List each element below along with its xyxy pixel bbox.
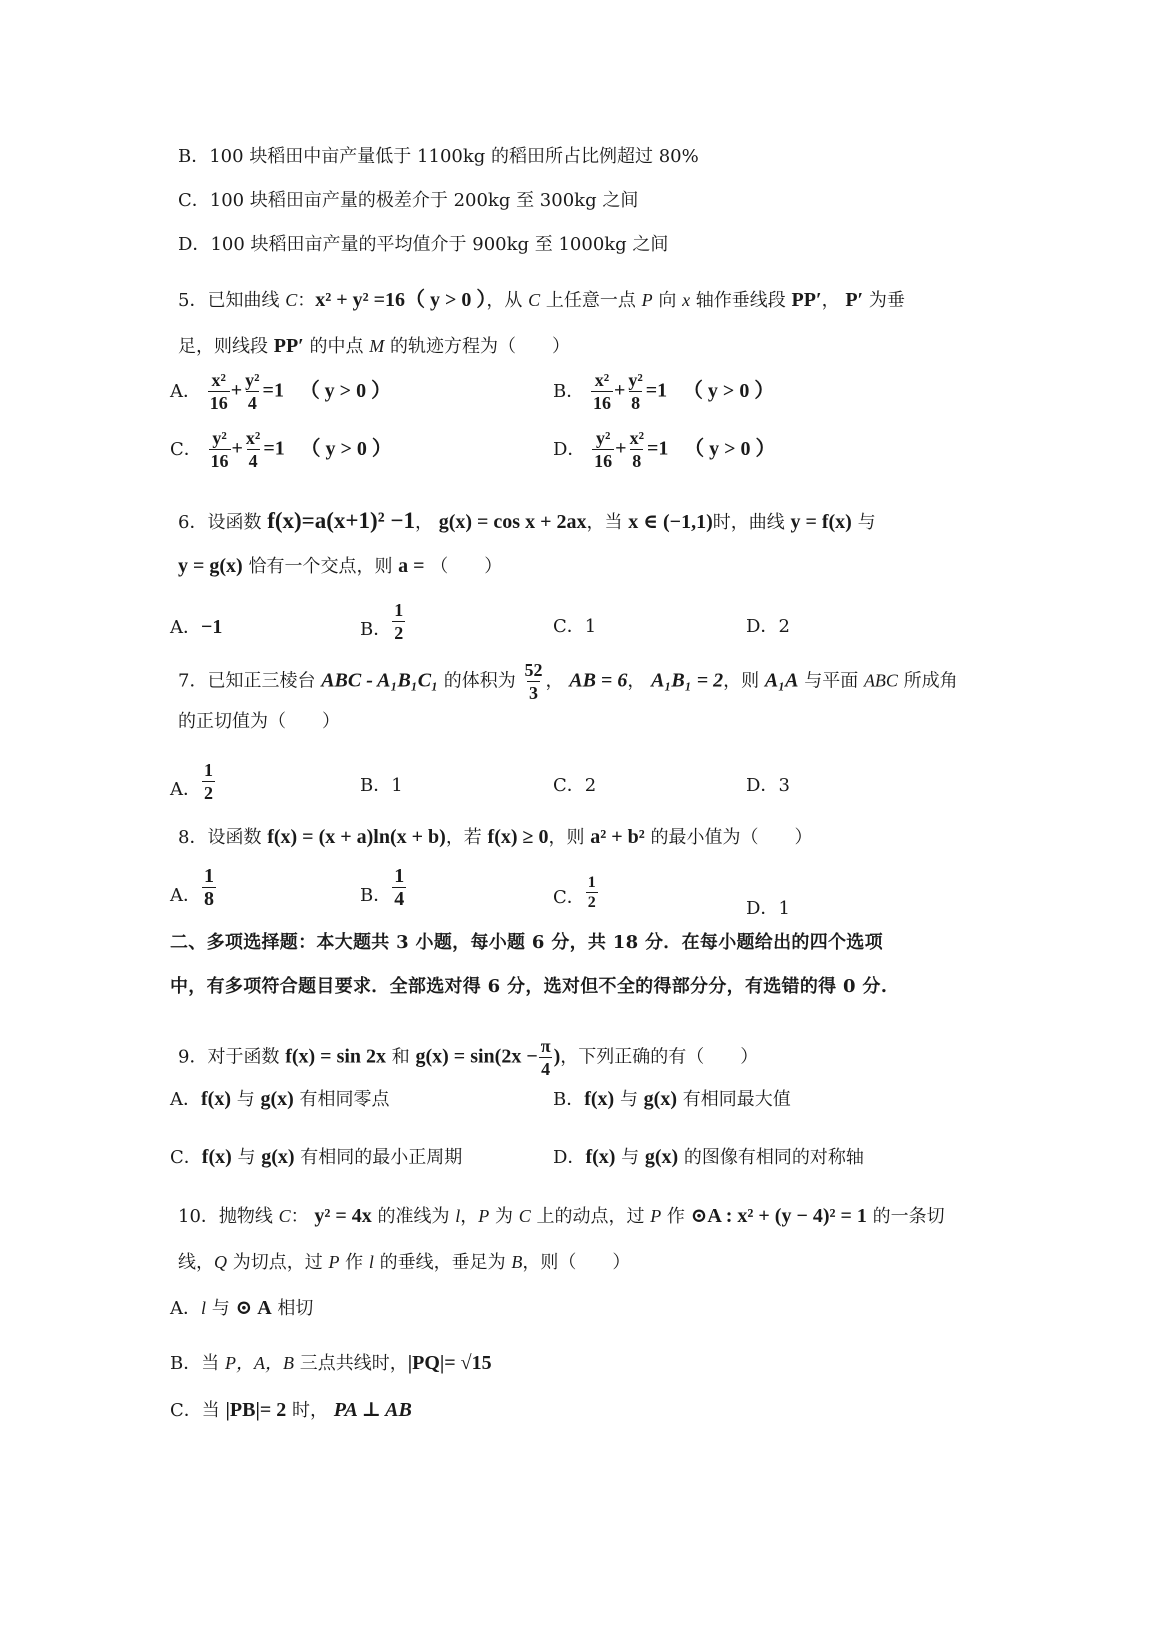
stem-text: ，从 [486,290,529,311]
numerator: x² [245,428,261,448]
stem-text: 为垂 [863,290,905,311]
question-number: 6． [178,512,208,533]
q5-option-a [170,370,391,413]
option-text: 与 [230,1089,261,1110]
stem-text: ， [627,670,652,692]
q10-stem-line2 [178,1249,630,1276]
numerator: 1 [587,874,596,891]
curve-y-f: y = f(x) [790,511,852,533]
option-label: A． [170,779,201,800]
q4-option-c [178,188,638,214]
q8-stem [178,824,813,851]
option-value: 1 [391,775,403,796]
q7-stem-line1 [178,660,958,703]
stem-text: 与平面 [798,670,864,692]
numerator: π [540,1036,551,1056]
q8-option-a [170,866,217,909]
numerator: 1 [394,600,404,620]
edge-ab: AB = 6 [569,669,628,692]
q6-option-c [553,614,596,640]
fraction [202,760,215,803]
stem-text: 已知正三棱台 [207,670,322,692]
q6-stem-line1 [178,508,876,536]
expression: |PQ|= √15 [407,1352,492,1374]
numerator: y² [212,428,227,448]
operator: + [231,437,243,460]
stem-text: 作 [339,1252,369,1273]
curve-name: C [518,1206,531,1226]
q6-stem-line2 [178,553,502,580]
option-text: 与 [614,1089,644,1110]
point-p: P [478,1206,490,1226]
q7-option-b [360,773,403,799]
point-p-prime: P′ [845,289,864,311]
q10-option-b [170,1350,492,1377]
stem-text: 时，曲线 [712,512,791,533]
q10-stem-line1 [178,1203,945,1230]
option-value: 1 [778,898,790,919]
numerator: 1 [394,865,405,887]
stem-text: 和 [386,1046,416,1068]
function-f: f(x) [201,1146,232,1168]
curve-name: C [278,1206,291,1226]
numerator: 52 [524,660,543,680]
option-label: B． [360,775,392,796]
fraction [208,370,230,413]
denominator: 3 [529,683,539,703]
stem-text: ， [414,512,439,533]
equals-one: =1 [645,379,668,402]
denominator: 16 [592,393,611,413]
q9-option-c [170,1144,462,1171]
directrix-l: l [201,1298,207,1318]
stem-text: 作 [661,1206,691,1227]
option-text: 与 [231,1147,262,1168]
fraction [202,866,216,909]
q8-option-c [553,874,599,911]
plane-abc: ABC [863,670,898,691]
option-text: 有相同的最小正周期 [294,1147,463,1168]
q7-option-a [170,760,216,803]
operator: + [613,379,626,402]
q4-option-b [178,144,699,170]
option-label: B． [553,1089,585,1110]
numerator: x² [629,428,644,448]
q5-stem-line1 [178,287,905,314]
stem-text: 的垂线，垂足为 [373,1252,512,1273]
option-label: B． [553,380,585,402]
expression: a² + b² [590,826,645,848]
q9-option-d [553,1144,864,1171]
denominator: 16 [209,393,228,413]
points-pab: P，A，B [224,1353,294,1373]
condition: （ y > 0 ） [300,437,392,460]
circle-a: ⊙ A [235,1297,272,1319]
q9-option-b [553,1086,791,1113]
option-text: 三点共线时， [293,1353,408,1374]
stem-text: ， [545,670,570,692]
point-p: P [641,290,653,310]
point-b: B [511,1252,523,1272]
stem-text: 设函数 [207,827,268,848]
stem-text: ： [297,290,316,311]
numerator: y² [245,370,260,390]
option-label: A． [170,885,201,906]
numerator: y² [595,428,611,448]
stem-text: 设函数 [207,512,268,533]
function-g: g(x) [643,1088,677,1110]
option-label: D． [746,616,779,637]
question-number: 9． [178,1046,208,1068]
option-text: 有相同零点 [293,1089,390,1110]
function-f: f(x) = sin 2x [285,1045,387,1068]
question-number: 10． [178,1206,219,1227]
option-text: 当 [201,1353,225,1374]
option-value: −1 [201,616,223,638]
function-f: f(x) = (x + a)ln(x + b) [267,826,446,848]
q7-option-d [746,773,790,799]
option-label: B． [360,885,392,906]
section2-heading-line2: 中，有多项符合题目要求．全部选对得 6 分，选对但不全的得部分分，有选错的得 0 分. [170,976,888,997]
circle-equation: ⊙A : x² + (y − 4)² = 1 [690,1205,867,1227]
option-label: A． [170,380,201,402]
stem-text: ： [290,1206,315,1227]
function-f: f(x) [584,1088,615,1110]
option-label: B． [178,146,210,167]
stem-text: 与 [851,512,876,533]
q9-option-a [170,1086,390,1113]
stem-text: 上任意一点 [540,290,642,311]
operator: + [230,379,243,402]
stem-text: 的体积为 [438,670,522,692]
q7-stem-line2 [178,709,340,735]
function-g: g(x) [261,1146,295,1168]
stem-text: ， [821,290,846,311]
option-label: D． [178,234,211,255]
option-label: D． [746,898,779,919]
stem-text: ，则 [548,827,591,848]
curve-name: C [528,290,541,310]
stem-text: 对于函数 [207,1046,286,1068]
option-label: A． [170,617,201,638]
condition: （ y > 0 ） [299,379,392,402]
equals-one: =1 [646,437,669,460]
option-label: A． [170,1298,201,1319]
numerator: x² [211,370,226,390]
fraction [626,370,644,413]
numerator: 1 [204,760,213,780]
denominator: 16 [594,451,613,471]
point-q: Q [214,1252,227,1272]
stem-text: 抛物线 [218,1206,279,1227]
expression: PA ⊥ AB [333,1399,412,1421]
option-label: B． [360,619,392,640]
frustum-name: ABC - A₁B₁C₁ [321,669,439,692]
stem-text: 的一条切 [866,1206,945,1227]
option-text: 时， [286,1400,334,1421]
stem-text: 轴作垂线段 [690,290,792,311]
option-label: C． [553,616,585,637]
denominator: 2 [394,623,404,643]
numerator: x² [594,370,610,390]
option-text: 100 块稻田中亩产量低于 1100kg 的稻田所占比例超过 80% [209,146,699,167]
question-number: 7． [178,670,208,692]
parabola-equation: y² = 4x [314,1205,372,1227]
q9-stem [178,1036,758,1079]
stem-text: 的轨迹方程为（ ） [384,336,570,357]
edge-a1a: A₁A [764,669,799,692]
stem-text: ，则（ ） [522,1252,631,1273]
fraction [586,874,598,911]
option-label: C． [170,1147,202,1168]
operator: + [615,437,627,460]
segment-pp: PP′ [273,335,304,357]
q5-option-c [170,428,392,471]
q6-option-a [170,614,222,641]
point-p: P [328,1252,340,1272]
equals-one: =1 [263,437,285,460]
stem-text: 线， [178,1252,214,1273]
section2-heading-line1: 二、多项选择题：本大题共 3 小题，每小题 6 分，共 18 分．在每小题给出的四个选项 [170,932,883,953]
stem-text: 已知曲线 [207,290,286,311]
q5-stem-line2 [178,333,570,360]
domain-interval: x ∈ (−1,1) [628,511,713,533]
denominator: 4 [248,451,258,471]
option-label: C． [553,887,585,908]
option-text: 的图像有相同的对称轴 [678,1147,864,1168]
q6-option-d [746,614,790,640]
stem-text: ，下列正确的有（ ） [560,1046,759,1068]
stem-text: 的中点 [303,336,370,357]
q10-option-c [170,1397,412,1424]
option-text: 相切 [271,1298,314,1319]
q7-option-c [553,773,596,799]
option-value: 2 [584,775,597,796]
curve-y-g: y = g(x) [178,555,243,577]
option-label: D． [553,1147,586,1168]
option-text: 有相同最大值 [677,1089,791,1110]
option-label: C． [170,438,202,460]
option-value: 3 [778,775,790,796]
condition: |PB|= 2 [225,1399,287,1421]
option-value: 2 [778,616,790,637]
denominator: 4 [247,393,257,413]
option-text: 与 [206,1298,236,1319]
fraction [591,370,613,413]
fraction [539,1036,553,1079]
fraction [244,428,262,471]
function-f: f(x) [201,1088,231,1110]
stem-text: 上的动点，过 [530,1206,651,1227]
function-g: g(x) [644,1146,679,1168]
denominator: 8 [631,393,641,413]
fraction [392,600,405,643]
stem-text: ， [460,1206,479,1227]
curve-name: C [285,290,298,310]
option-text: 100 块稻田亩产量的平均值介于 900kg 至 1000kg 之间 [210,234,669,255]
q10-option-a [170,1295,313,1322]
stem-text: ，则 [723,670,765,692]
q5-option-d [553,428,776,471]
option-label: C． [178,190,210,211]
question-number: 5． [178,290,208,311]
q6-option-b [360,600,406,643]
directrix-l: l [368,1252,374,1272]
equals-one: =1 [262,379,284,402]
question-number: 8． [178,827,208,848]
stem-text: ，若 [445,827,488,848]
denominator: 8 [204,888,214,910]
function-g: g(x) = cos x + 2ax [438,511,587,533]
curve-condition: （ y > 0 ） [405,289,487,311]
function-f: f(x)=a(x+1)² −1 [267,508,415,533]
stem-text: 的准线为 [371,1206,456,1227]
option-label: B． [170,1353,202,1374]
option-label: C． [553,775,585,796]
option-label: C． [170,1400,202,1421]
denominator: 8 [632,451,642,471]
denominator: 4 [541,1059,551,1079]
option-label: D． [553,438,586,460]
option-text: 100 块稻田亩产量的极差介于 200kg 至 300kg 之间 [209,190,639,211]
function-g-close: ) [553,1045,561,1068]
condition: （ y > 0 ） [682,379,775,402]
stem-text: 所成角 [897,670,958,692]
fraction [243,370,261,413]
stem-text: 为 [489,1206,519,1227]
option-value: 1 [584,616,597,637]
function-g: g(x) [260,1088,294,1110]
denominator: 2 [204,783,213,803]
function-f: f(x) [585,1146,616,1168]
option-text: 当 [201,1400,226,1421]
stem-text: 足，则线段 [178,336,274,357]
stem-text: （ ） [424,556,503,577]
function-g: g(x) = sin(2x − [415,1045,538,1068]
point-m: M [369,336,385,356]
q5-option-b [553,370,774,413]
stem-text: 的正切值为（ ） [178,711,340,732]
q8-option-d [746,896,790,922]
q8-option-b [360,866,407,909]
numerator: y² [628,370,643,390]
segment-pp: PP′ [791,289,822,311]
option-label: A． [170,1089,201,1110]
stem-text: 恰有一个交点，则 [242,556,399,577]
option-label: D． [746,775,779,796]
fraction [628,428,646,471]
volume-fraction [523,660,545,703]
fraction [209,428,231,471]
fraction [392,866,406,909]
option-text: 与 [615,1147,645,1168]
q4-option-d [178,232,668,258]
stem-text: 的最小值为（ ） [644,827,813,848]
unknown-a: a = [398,555,425,577]
fraction [592,428,614,471]
denominator: 16 [210,451,229,471]
numerator: 1 [204,865,214,887]
curve-equation: x² + y² =16 [315,289,405,311]
stem-text: 为切点，过 [227,1252,329,1273]
directrix-l: l [455,1206,461,1226]
condition: （ y > 0 ） [684,437,776,460]
denominator: 4 [394,888,405,910]
point-p: P [650,1206,662,1226]
denominator: 2 [587,894,596,911]
condition: f(x) ≥ 0 [487,826,549,848]
stem-text: ，当 [586,512,629,533]
edge-a1b1: A₁B₁ = 2 [651,669,724,692]
stem-text: 向 [652,290,683,311]
axis-x: x [682,290,691,310]
